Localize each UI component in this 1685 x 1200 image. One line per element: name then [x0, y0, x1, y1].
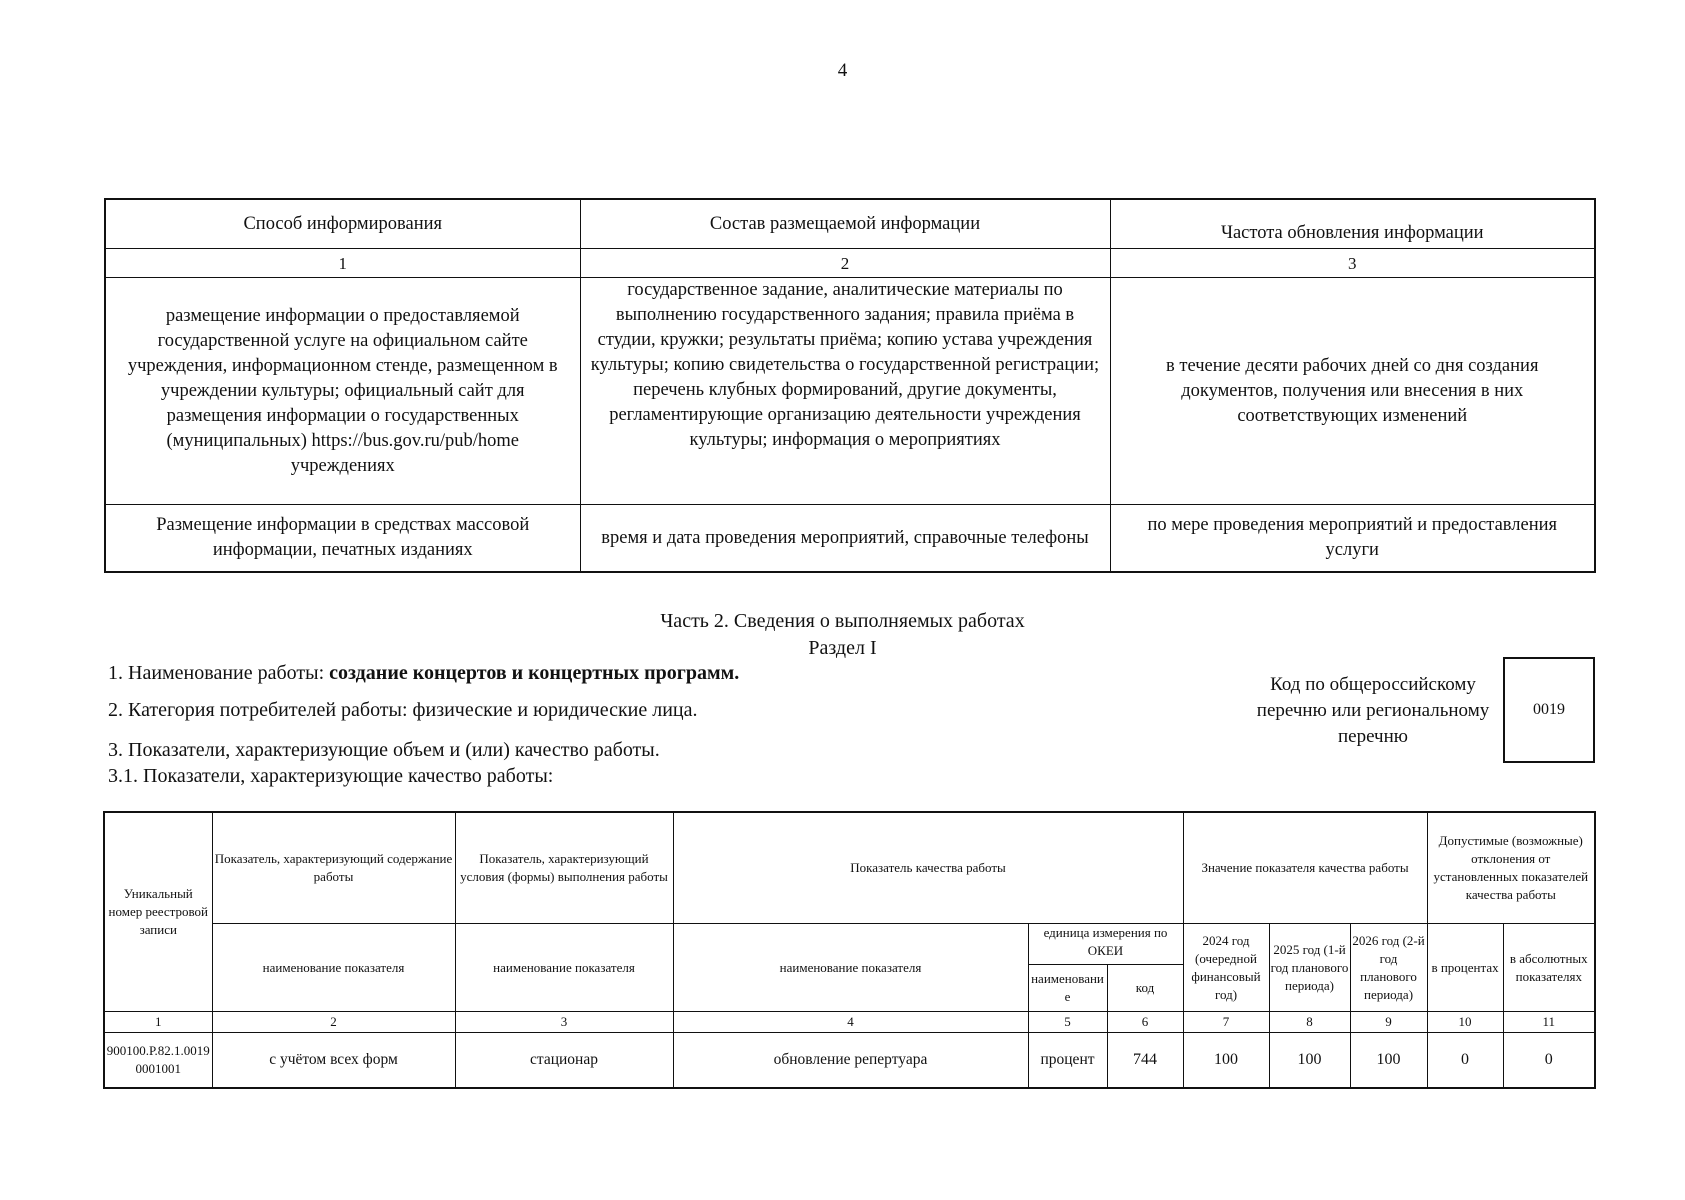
header-year-2024: 2024 год (очередной финансовый год): [1183, 924, 1269, 1012]
column-number: 11: [1503, 1012, 1595, 1033]
header-content-indicator: Показатель, характеризующий содержание работы: [212, 812, 455, 924]
column-number: 2: [212, 1012, 455, 1033]
part-title: Часть 2. Сведения о выполняемых работах: [660, 610, 1025, 632]
consumers-line: 2. Категория потребителей работы: физические и юридические лица.: [108, 699, 698, 721]
header-unit: единица измерения по ОКЕИ: [1028, 924, 1183, 965]
code-value: 0019: [1533, 701, 1565, 718]
information-table-number-row: [105, 249, 1595, 278]
header-indicator-name: наименование показателя: [212, 924, 455, 1012]
information-table-header-row: [105, 199, 1595, 249]
information-table: [104, 198, 1596, 573]
frequency-cell: по мере проведения мероприятий и предоставления услуги: [1110, 505, 1595, 573]
value-2024-cell: 100: [1183, 1033, 1269, 1089]
header-deviation: Допустимые (возможные) отклонения от установленных показателей качества работы: [1427, 812, 1595, 924]
indicator-cell: обновление репертуара: [673, 1033, 1028, 1089]
header-unit-name: наименование: [1028, 965, 1107, 1012]
quality-table-header-row: [104, 924, 1595, 965]
content-cell: с учётом всех форм: [212, 1033, 455, 1089]
work-name-value: создание концертов и концертных программ.: [329, 662, 740, 684]
header-absolute: в абсолютных показателях: [1503, 924, 1595, 1012]
quality-indicators-line: 3.1. Показатели, характеризующие качество работы:: [108, 765, 554, 787]
method-cell: размещение информации о предоставляемой государственной услуге на официальном сайте учреждения, информационном стенде, размещенном в учреждении культуры; официальный сайт для размещения информации о государственных (муниципальных) https://bus.gov.ru/pub/home учреждениях: [105, 278, 580, 505]
column-number: 4: [673, 1012, 1028, 1033]
code-box: [1503, 657, 1595, 763]
header-indicator-name: наименование показателя: [673, 924, 1028, 1012]
page-number: 4: [837, 60, 848, 81]
header-quality-indicator: Показатель качества работы: [673, 812, 1183, 924]
content-cell: государственное задание, аналитические материалы по выполнению государственного задания; правила приёма в студии, кружки; результаты приёма; копию устава учреждения культуры; копию свидетельства о государственной регистрации; перечень клубных формирований, другие документы, регламентирующие организацию деятельности учреждения культуры; информация о мероприятиях: [580, 278, 1110, 505]
header-year-2026: 2026 год (2-й год планового периода): [1350, 924, 1427, 1012]
header-unique-number: Уникальный номер реестровой записи: [104, 812, 212, 1012]
work-name-line: [108, 660, 739, 686]
column-number: 1: [105, 249, 580, 278]
work-name-label: 1. Наименование работы:: [108, 662, 325, 684]
column-number: 7: [1183, 1012, 1269, 1033]
header-frequency: Частота обновления информации: [1110, 199, 1595, 249]
header-indicator-name: наименование показателя: [455, 924, 673, 1012]
quality-table: [103, 811, 1596, 1089]
header-condition-indicator: Показатель, характеризующий условия (формы) выполнения работы: [455, 812, 673, 924]
section-title: Раздел I: [808, 637, 877, 659]
header-percent: в процентах: [1427, 924, 1503, 1012]
method-cell: Размещение информации в средствах массовой информации, печатных изданиях: [105, 505, 580, 573]
frequency-cell: в течение десяти рабочих дней со дня создания документов, получения или внесения в них соответствующих изменений: [1110, 278, 1595, 505]
header-content: Состав размещаемой информации: [580, 199, 1110, 249]
part-heading: [0, 608, 1685, 662]
code-label: Код по общероссийскому перечню или региональному перечню: [1256, 674, 1490, 747]
indicators-line: 3. Показатели, характеризующие объем и (или) качество работы.: [108, 739, 660, 761]
column-number: 10: [1427, 1012, 1503, 1033]
column-number: 2: [580, 249, 1110, 278]
quality-table-header-row: [104, 812, 1595, 924]
column-number: 6: [1107, 1012, 1183, 1033]
column-number: 9: [1350, 1012, 1427, 1033]
deviation-percent-cell: 0: [1427, 1033, 1503, 1089]
column-number: 3: [455, 1012, 673, 1033]
table-row: [105, 505, 1595, 573]
column-number: 8: [1269, 1012, 1350, 1033]
header-year-2025: 2025 год (1-й год планового периода): [1269, 924, 1350, 1012]
deviation-absolute-cell: 0: [1503, 1033, 1595, 1089]
table-row: [105, 278, 1595, 505]
unit-name-cell: процент: [1028, 1033, 1107, 1089]
header-unit-code: код: [1107, 965, 1183, 1012]
header-method: Способ информирования: [105, 199, 580, 249]
column-number: 3: [1110, 249, 1595, 278]
content-cell: время и дата проведения мероприятий, справочные телефоны: [580, 505, 1110, 573]
condition-cell: стационар: [455, 1033, 673, 1089]
value-2025-cell: 100: [1269, 1033, 1350, 1089]
quality-table-number-row: [104, 1012, 1595, 1033]
column-number: 5: [1028, 1012, 1107, 1033]
column-number: 1: [104, 1012, 212, 1033]
value-2026-cell: 100: [1350, 1033, 1427, 1089]
table-row: [104, 1033, 1595, 1089]
header-indicator-value: Значение показателя качества работы: [1183, 812, 1427, 924]
unique-number-cell: 900100.Р.82.1.00190001001: [104, 1033, 212, 1089]
unit-code-cell: 744: [1107, 1033, 1183, 1089]
